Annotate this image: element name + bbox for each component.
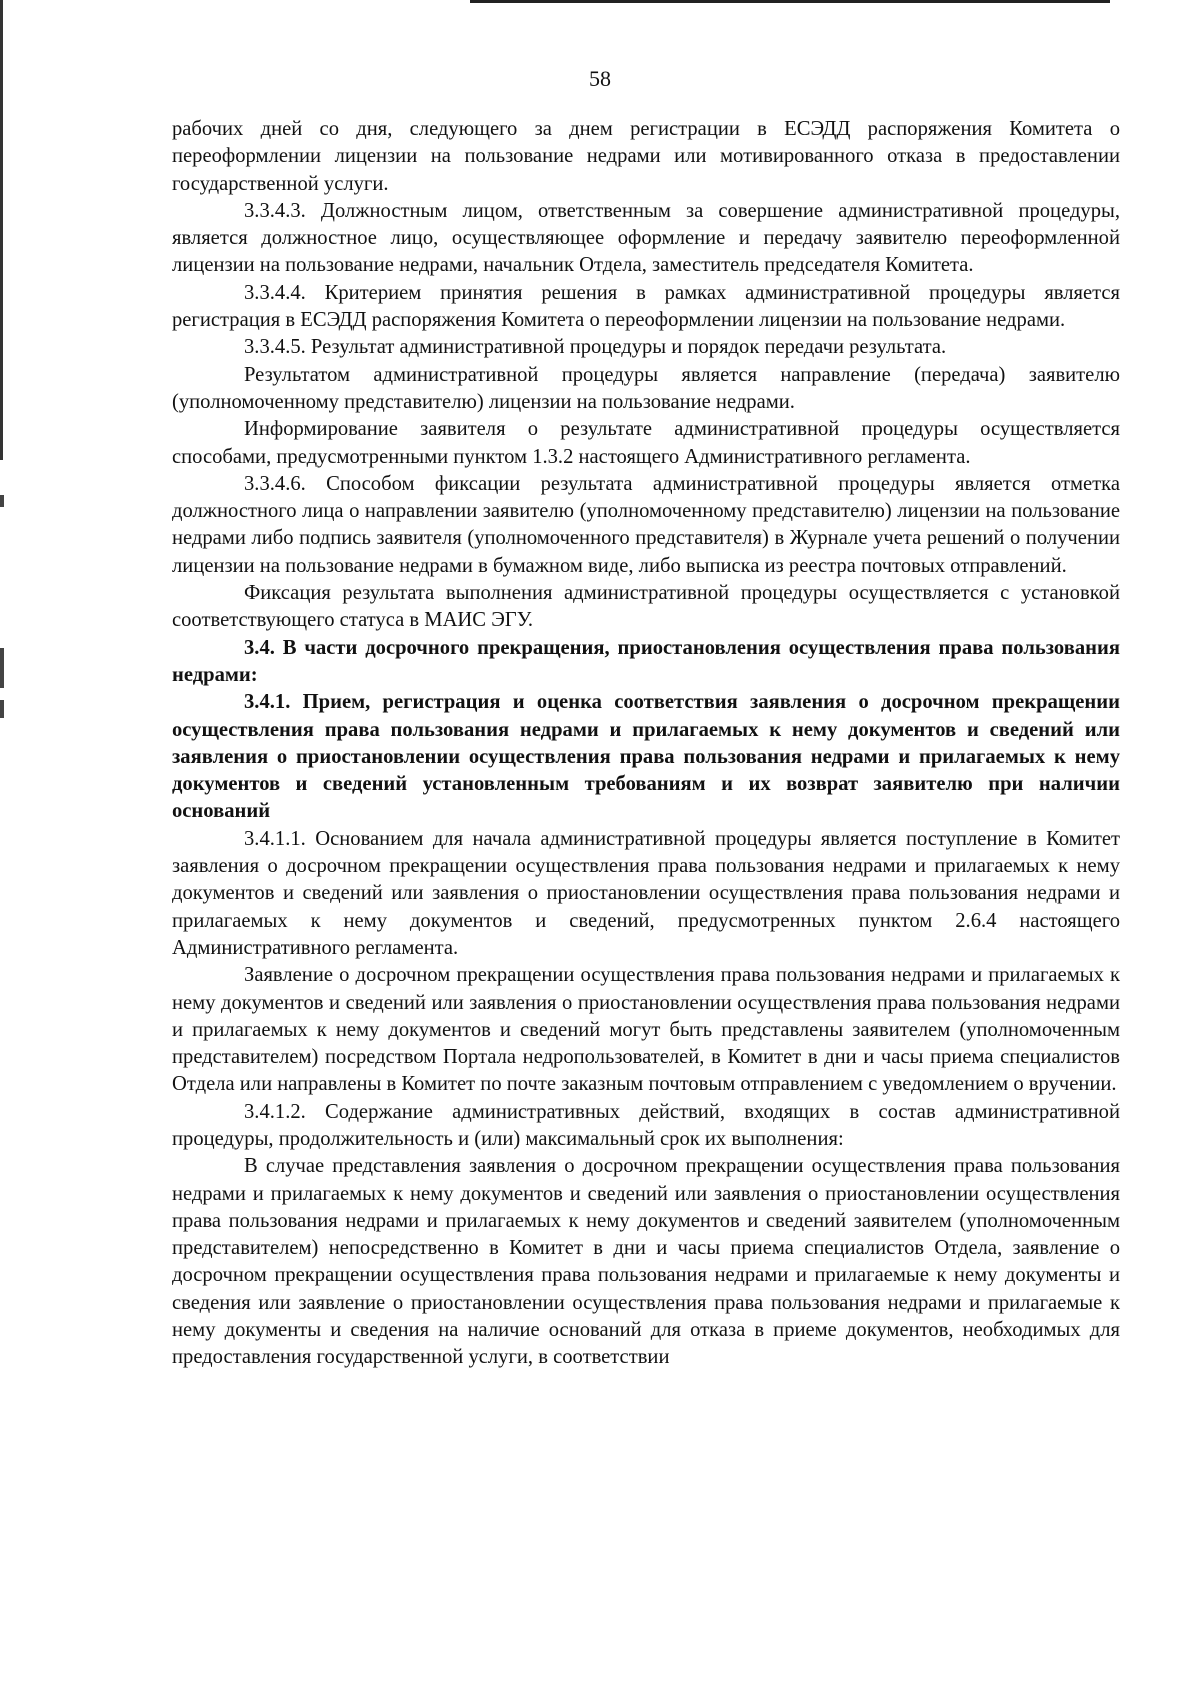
- subsection-heading: 3.4.1. Прием, регистрация и оценка соответствия заявления о досрочном прекращении осуществления права пользования недрами и прилагаемых к нему документов и сведений или заявления о приостановлении осуществления права пользования недрами и прилагаемых к нему документов и сведений установленным требованиям и их возврат заявителю при наличии оснований: [172, 691, 1120, 823]
- paragraph: 3.3.4.3. Должностным лицом, ответственным за совершение административной процедуры, является должностное лицо, осуществляющее оформление и передачу заявителю переоформленной лицензии на пользование недрами, начальник Отдела, заместитель председателя Комитета.: [172, 199, 1120, 277]
- paragraph: Результатом административной процедуры является направление (передача) заявителю (уполномоченному представителю) лицензии на пользование недрами.: [172, 363, 1120, 413]
- page-number: 58: [589, 66, 611, 91]
- scan-mark: [0, 648, 4, 688]
- paragraph: Фиксация результата выполнения административной процедуры осуществляется с установкой соответствующего статуса в МАИС ЭГУ.: [172, 582, 1120, 632]
- paragraph: 3.3.4.5. Результат административной процедуры и порядок передачи результата.: [244, 336, 947, 359]
- scan-top-rule: [470, 0, 1110, 3]
- section-heading: 3.4. В части досрочного прекращения, приостановления осуществления права пользования недрами:: [172, 636, 1120, 686]
- paragraph: 3.4.1.1. Основанием для начала административной процедуры является поступление в Комитет заявления о досрочном прекращении осуществления права пользования недрами и прилагаемых к нему документов и сведений или заявления о приостановлении осуществления права пользования недрами и прилагаемых к нему документов и сведений, предусмотренных пунктом 2.6.4 настоящего Административного регламента.: [172, 827, 1120, 959]
- paragraph: рабочих дней со дня, следующего за днем регистрации в ЕСЭДД распоряжения Комитета о переоформлении лицензии на пользование недрами или мотивированного отказа в предоставлении государственной услуги.: [172, 118, 1120, 195]
- paragraph: 3.3.4.6. Способом фиксации результата административной процедуры является отметка должностного лица о направлении заявителю (уполномоченному представителю) лицензии на пользование недрами либо подпись заявителя (уполномоченного представителя) в Журнале учета решений о получении лицензии на пользование недрами в бумажном виде, либо выписка из реестра почтовых отправлений.: [172, 472, 1120, 577]
- paragraph: В случае представления заявления о досрочном прекращении осуществления права пользования недрами и прилагаемых к нему документов и сведений или заявления о приостановлении осуществления права пользования недрами и прилагаемых к нему документов и сведений заявителем (уполномоченным представителем) непосредственно в Комитет в дни и часы приема специалистов Отдела, заявление о досрочном прекращении осуществления права пользования недрами и прилагаемые к нему документы и сведения или заявление о приостановлении осуществления права пользования недрами и прилагаемые к нему документы и сведения на наличие оснований для отказа в приеме документов, необходимых для предоставления государственной услуги, в соответствии: [172, 1155, 1120, 1369]
- scan-mark: [0, 700, 4, 718]
- paragraph: 3.4.1.2. Содержание административных действий, входящих в состав административной процедуры, продолжительность и (или) максимальный срок их выполнения:: [172, 1100, 1120, 1150]
- paragraph: Информирование заявителя о результате административной процедуры осуществляется способами, предусмотренными пунктом 1.3.2 настоящего Административного регламента.: [172, 418, 1120, 468]
- document-body: [172, 116, 1120, 1372]
- scan-mark: [0, 495, 4, 507]
- paragraph: 3.3.4.4. Критерием принятия решения в рамках административной процедуры является регистрация в ЕСЭДД распоряжения Комитета о переоформлении лицензии на пользование недрами.: [172, 281, 1120, 332]
- paragraph: Заявление о досрочном прекращении осуществления права пользования недрами и прилагаемых к нему документов и сведений или заявления о приостановлении осуществления права пользования недрами и прилагаемых к нему документов и сведений могут быть представлены заявителем (уполномоченным представителем) посредством Портала недропользователей, в Комитет в дни и часы приема специалистов Отдела или направлены в Комитет по почте заказным почтовым отправлением с уведомлением о вручении.: [172, 964, 1120, 1096]
